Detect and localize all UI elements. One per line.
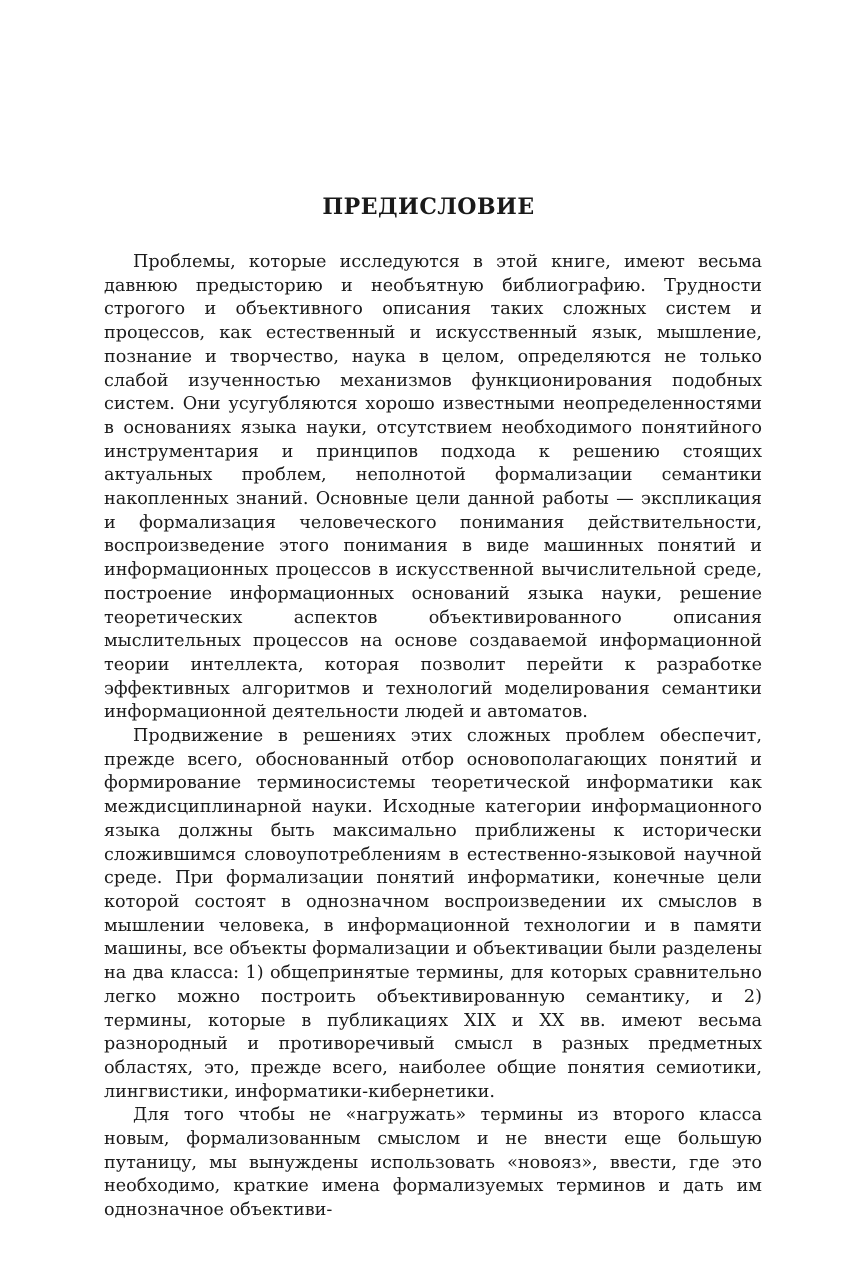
paragraph-2: Продвижение в решениях этих сложных проблем обеспечит, прежде всего, обоснованный отбор основополагающих понятий и формирование терминосистемы теоретической информатики как междисциплинарной науки. Исходные категории информационного языка должны быть максимально приближены к исторически сложившимся словоупотреблениям в естественно-языковой научной среде. При формализации понятий информатики, конечные цели которой состоят в однозначном воспроизведении их смыслов в мышлении человека, в информационной технологии и в памяти машины, все объекты формализации и объективации были разделены на два класса: 1) общепринятые термины, для которых сравнительно легко можно построить объективированную семантику, и 2) термины, которые в публикациях XIX и XX вв. имеют весьма разнородный и противоречивый смысл в разных предметных областях, это, прежде всего, наиболее общие понятия семиотики, лингвистики, информатики-кибернетики. bbox=[104, 726, 762, 1102]
paragraph-1: Проблемы, которые исследуются в этой книге, имеют весьма давнюю предысторию и необъятную библиографию. Трудности строгого и объективного описания таких сложных систем и процессов, как естественный и искусственный язык, мышление, познание и творчество, наука в целом, определяются не только слабой изученностью механизмов функционирования подобных систем. Они усугубляются хорошо известными неопределенностями в основаниях языка науки, отсутствием необходимого понятийного инструментария и принципов подхода к решению стоящих актуальных проблем, неполнотой формализации семантики накопленных знаний. Основные цели данной работы — экспликация и формализация человеческого понимания действительности, воспроизведение этого понимания в виде машинных понятий и информационных процессов в искусственной вычислительной среде, построение информационных оснований языка науки, решение теоретических аспектов объективированного описания мыслительных процессов на основе создаваемой информационной теории интеллекта, которая позволит перейти к разработке эффективных алгоритмов и технологий моделирования семантики информационной деятельности людей и автоматов. bbox=[104, 252, 762, 723]
page-title: ПРЕДИСЛОВИЕ bbox=[322, 194, 535, 220]
preface-body bbox=[104, 251, 762, 1223]
paragraph-3: Для того чтобы не «нагружать» термины из второго класса новым, формализованным смыслом и не внести еще большую путаницу, мы вынуждены использовать «новояз», ввести, где это необходимо, краткие имена формализуемых терминов и дать им однозначное объективи- bbox=[104, 1105, 762, 1221]
